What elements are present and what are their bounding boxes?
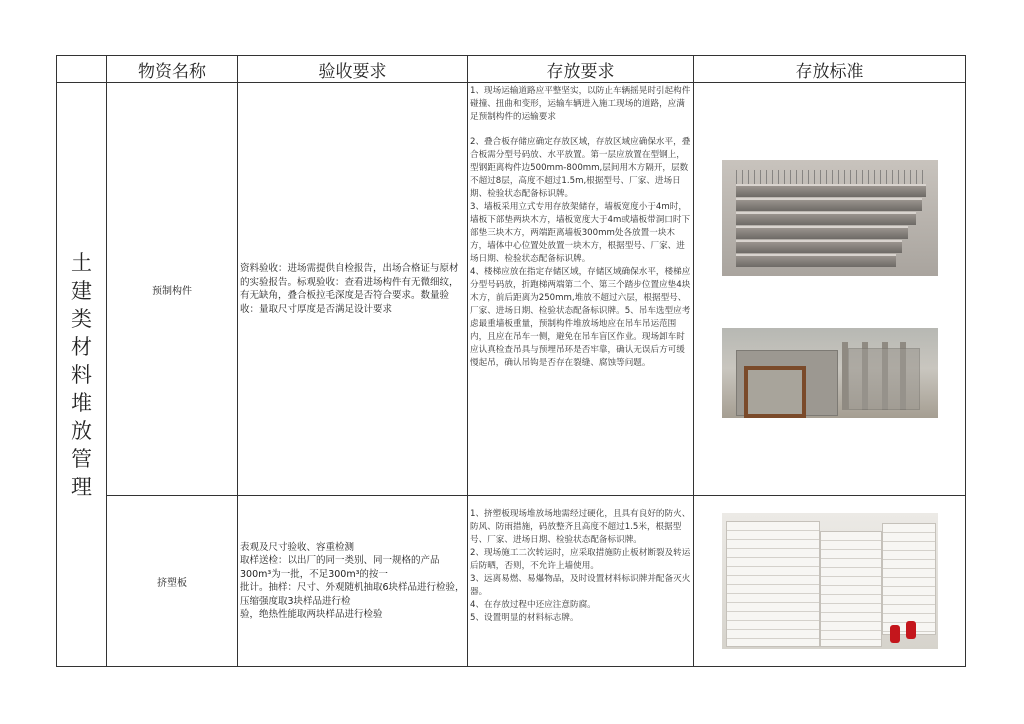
storage-item: 4、楼梯应放在指定存储区域，存储区域确保水平，楼梯应分型号码放，折跑梯两端第二个、第三个踏步位置应垫4块木方，前后距离为250mm,堆放不超过六层，根据型号、厂家、进场日期、检验状态配备标识牌。5、吊车选型应考虑最重墙板重量，预制构件堆放场地应在吊车吊运范围内，且应在吊车一侧，避免在吊车盲区作业。现场卸车时应认真检查吊具与预埋吊环是否牢靠，确认无误后方可缓慢起吊，确认吊钩是否存在裂缝、腐蚀等问题。 [470, 267, 691, 368]
header-blank [57, 56, 107, 83]
material-name-xps: 挤塑板 [107, 496, 238, 667]
category-char: 材 [71, 334, 92, 359]
storage-item: 2、叠合板存储应确定存放区域，存放区域应确保水平，叠合板需分型号码放、水平放置。第一层应放置在型钢上，型钢距离构件边500mm-800mm,层间用木方隔开，层数不超过8层，高度不超过1.5m,根据型号、厂家、进场日期、检验状态配备标识牌。 [470, 137, 691, 199]
standard-xps [694, 496, 966, 667]
material-storage-table [56, 55, 966, 667]
acceptance-xps: 表观及尺寸验收、容重检测 取样送检：以出厂的同一类别、同一规格的产品300m³为一批，不足300m³的按一 批计。抽样：尺寸、外观随机抽取6块样品进行检验，压缩强度取3块样品进行检 验，绝热性能取两块样品进行检验 [238, 496, 468, 667]
category-char: 料 [71, 362, 92, 387]
xps-board-stack-photo [722, 513, 938, 649]
header-storage-standard: 存放标准 [694, 56, 966, 83]
storage-item: 1、挤塑板现场堆放场地需经过硬化，且具有良好的防火、防风、防雨措施，码放整齐且高度不超过1.5米，根据型号、厂家、进场日期、检验状态配备标识牌。 [470, 509, 691, 545]
header-material-name: 物资名称 [107, 56, 238, 83]
category-char: 放 [71, 418, 92, 443]
storage-xps [468, 496, 694, 667]
storage-precast [468, 83, 694, 496]
header-acceptance: 验收要求 [238, 56, 468, 83]
wall-panel-storage-photo [722, 328, 938, 418]
category-char: 建 [71, 278, 92, 303]
acceptance-precast: 资料验收：进场需提供自检报告，出场合格证与原材的实验报告。标观验收：查看进场构件有无微细纹，有无缺角，叠合板拉毛深度是否符合要求。数量验收：量取尺寸厚度是否满足设计要求 [238, 83, 468, 496]
category-char: 堆 [71, 390, 92, 415]
header-row [57, 56, 966, 83]
category-cell [57, 83, 107, 667]
header-storage-requirements: 存放要求 [468, 56, 694, 83]
category-char: 土 [71, 250, 92, 275]
storage-item: 4、在存放过程中还应注意防腐。 [470, 600, 596, 610]
table-row-xps [57, 496, 966, 667]
standard-precast [694, 83, 966, 496]
storage-item: 3、墙板采用立式专用存放架储存，墙板宽度小于4m时，墙板下部垫两块木方，墙板宽度大于4m或墙板带洞口时下部垫三块木方，两端距离墙板300mm处各放置一块木方，墙体中心位置处放置一块木方，根据型号、厂家、进场日期、检验状态配备标识牌。 [470, 202, 691, 264]
storage-item: 5、设置明显的材料标志牌。 [470, 613, 579, 623]
precast-slab-stack-photo [722, 160, 938, 276]
table-row-precast [57, 83, 966, 496]
category-char: 管 [71, 446, 92, 471]
storage-item: 3、远离易燃、易爆物品，及时设置材料标识牌并配备灭火器。 [470, 574, 691, 597]
category-char: 理 [71, 474, 92, 499]
category-char: 类 [71, 306, 92, 331]
storage-item: 1、现场运输道路应平整坚实，以防止车辆摇晃时引起构件碰撞、扭曲和变形，运输车辆进入施工现场的道路，应满足预制构件的运输要求 [470, 86, 691, 122]
material-name-precast: 预制构件 [107, 83, 238, 496]
storage-item: 2、现场施工二次转运时，应采取措施防止板材断裂及转运后防晒，否则，不允许上墙使用。 [470, 548, 691, 571]
category-label [57, 249, 106, 501]
